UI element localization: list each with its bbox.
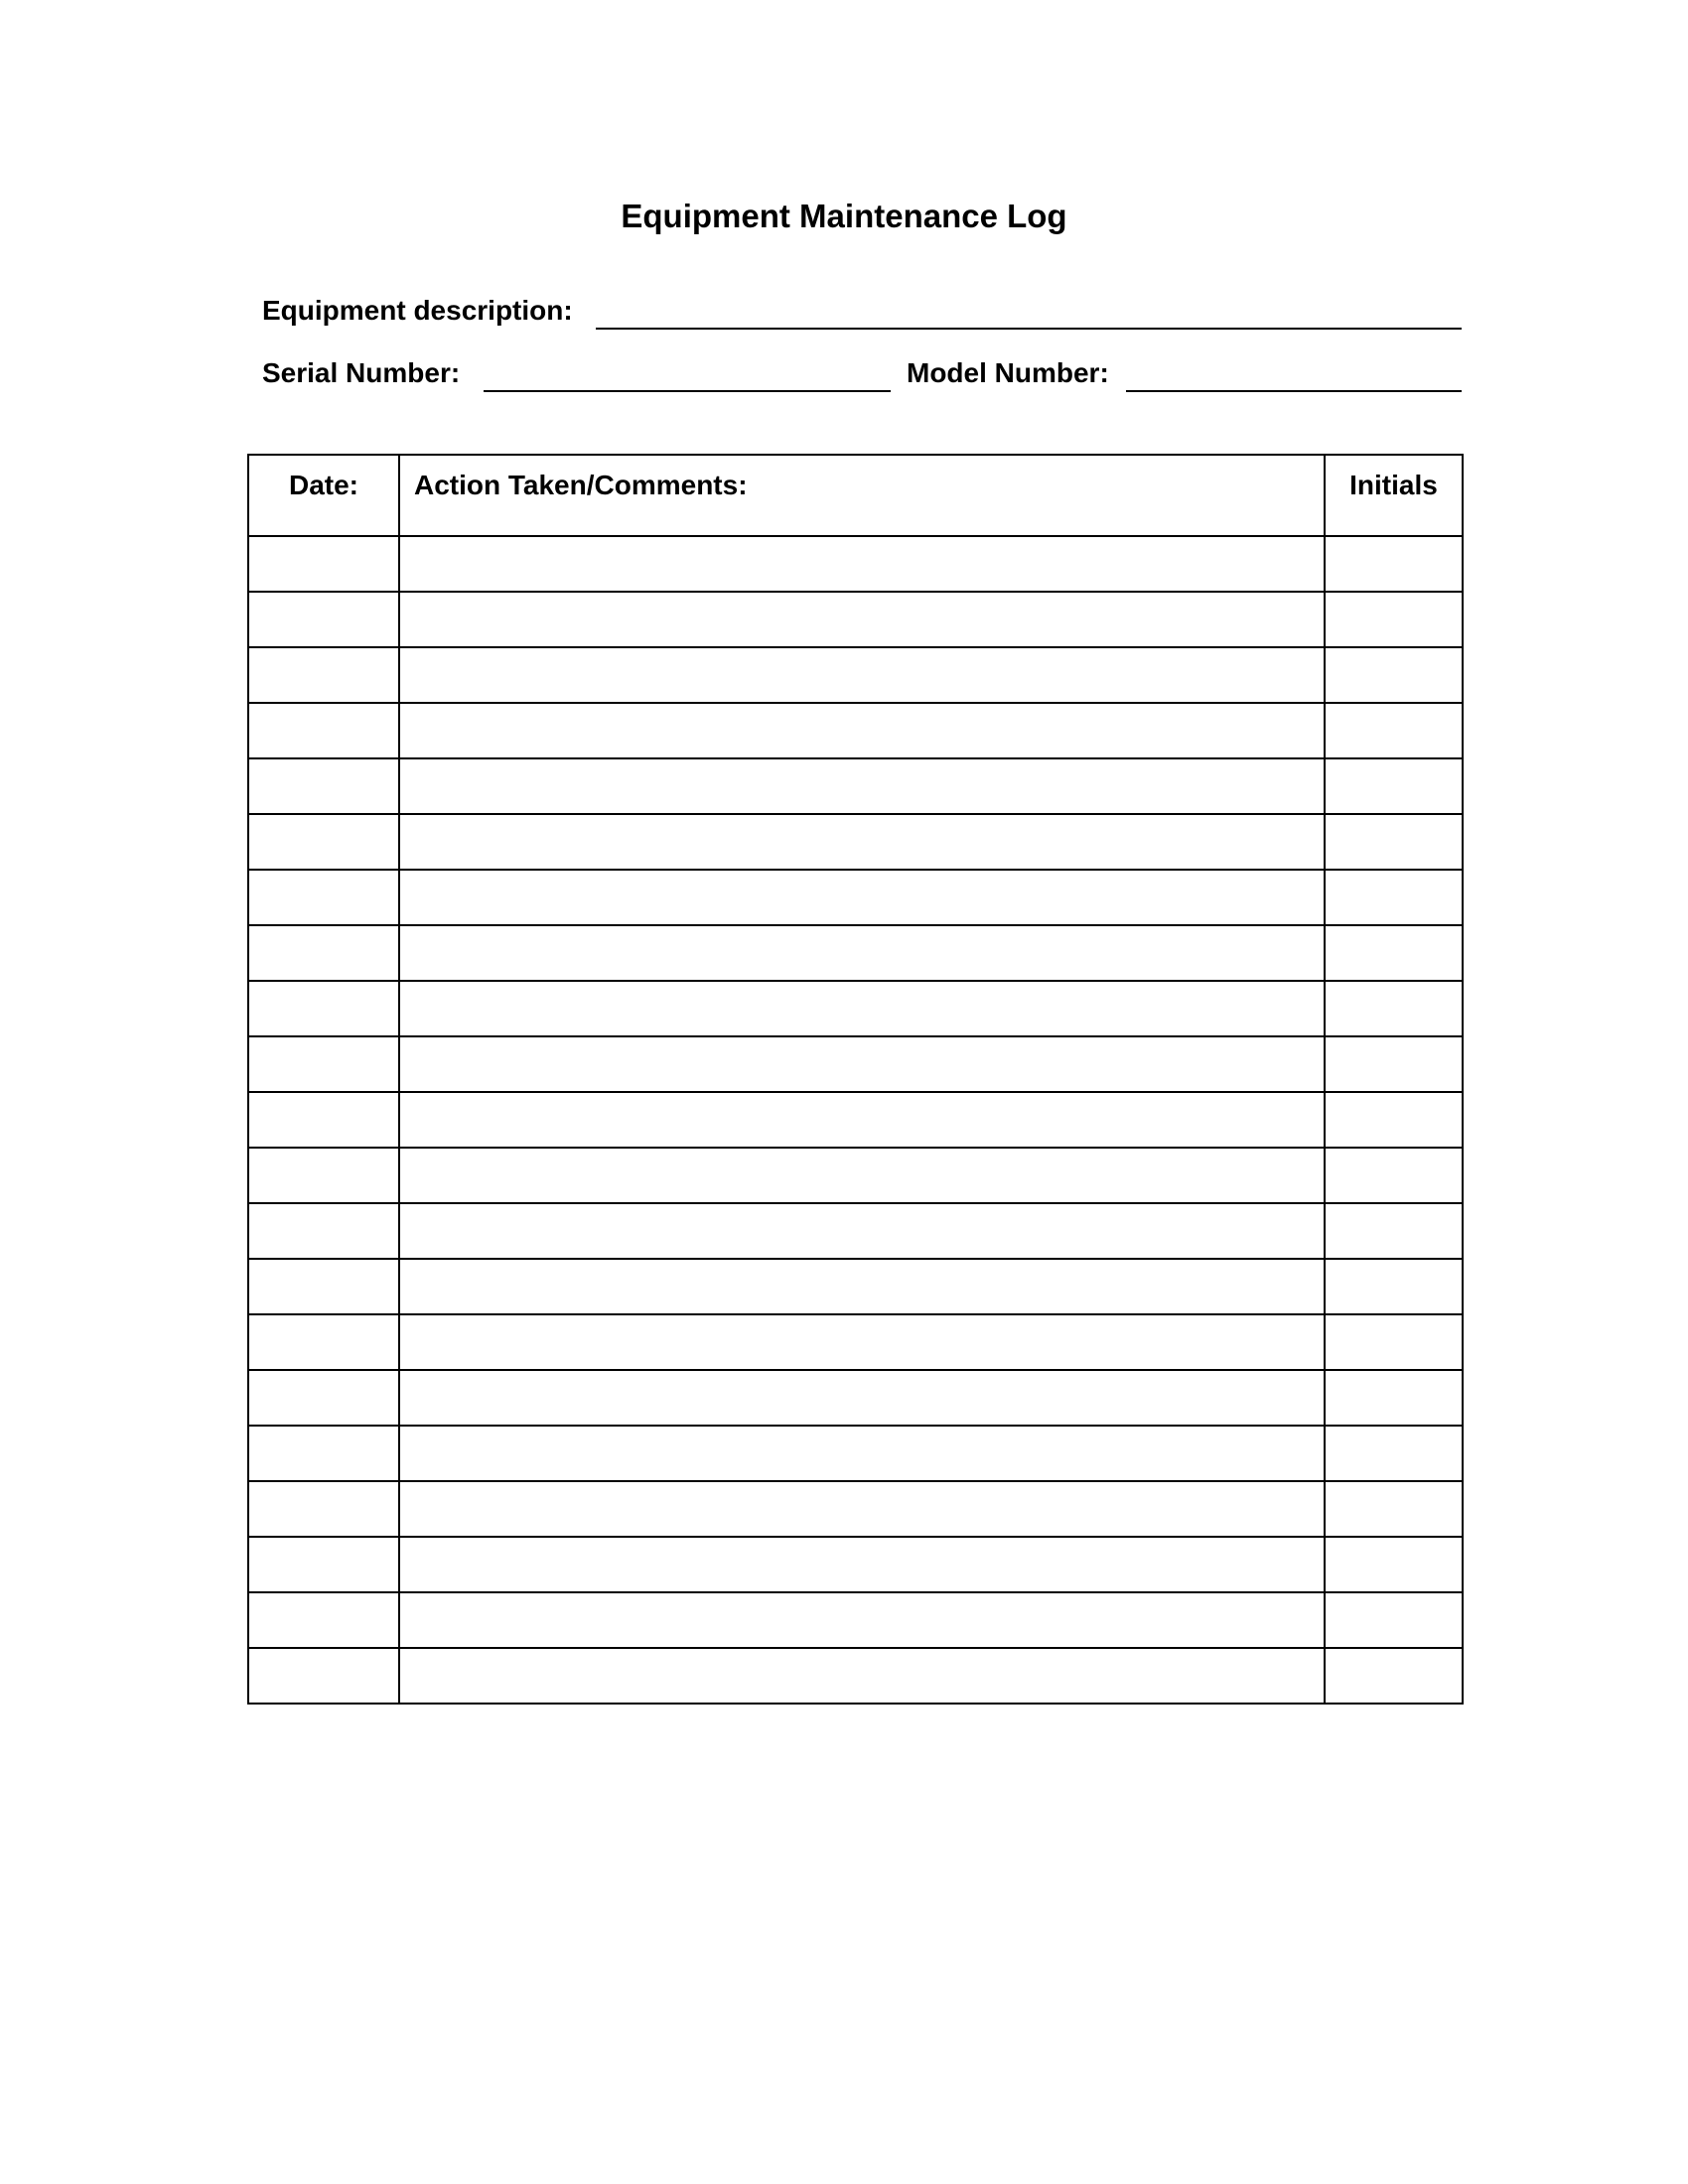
- table-row: [248, 1314, 1463, 1370]
- table-row: [248, 758, 1463, 814]
- action-cell[interactable]: [399, 1036, 1325, 1092]
- date-cell[interactable]: [248, 925, 399, 981]
- action-cell[interactable]: [399, 536, 1325, 592]
- date-cell[interactable]: [248, 1259, 399, 1314]
- action-cell[interactable]: [399, 758, 1325, 814]
- column-header-action-taken: Action Taken/Comments:: [399, 455, 1325, 536]
- date-cell[interactable]: [248, 870, 399, 925]
- date-cell[interactable]: [248, 1648, 399, 1704]
- table-row: [248, 1148, 1463, 1203]
- date-cell[interactable]: [248, 1426, 399, 1481]
- action-cell[interactable]: [399, 1592, 1325, 1648]
- date-cell[interactable]: [248, 1203, 399, 1259]
- model-number-field[interactable]: [1126, 390, 1462, 392]
- page-title: Equipment Maintenance Log: [621, 198, 1067, 234]
- column-header-initials: Initials: [1325, 455, 1463, 536]
- table-row: [248, 1259, 1463, 1314]
- action-cell[interactable]: [399, 1537, 1325, 1592]
- serial-number-field[interactable]: [484, 390, 891, 392]
- column-header-date: Date:: [248, 455, 399, 536]
- date-cell[interactable]: [248, 1092, 399, 1148]
- initials-cell[interactable]: [1325, 647, 1463, 703]
- table-row: [248, 870, 1463, 925]
- action-cell[interactable]: [399, 592, 1325, 647]
- table-row: [248, 536, 1463, 592]
- initials-cell[interactable]: [1325, 1148, 1463, 1203]
- table-row: [248, 703, 1463, 758]
- initials-cell[interactable]: [1325, 870, 1463, 925]
- initials-cell[interactable]: [1325, 814, 1463, 870]
- date-cell[interactable]: [248, 981, 399, 1036]
- table-row: [248, 1426, 1463, 1481]
- action-cell[interactable]: [399, 1092, 1325, 1148]
- action-cell[interactable]: [399, 1259, 1325, 1314]
- equipment-description-label: Equipment description:: [262, 295, 573, 326]
- date-cell[interactable]: [248, 647, 399, 703]
- action-cell[interactable]: [399, 1426, 1325, 1481]
- initials-cell[interactable]: [1325, 1648, 1463, 1704]
- table-row: [248, 925, 1463, 981]
- table-row: [248, 1092, 1463, 1148]
- table-row: [248, 1481, 1463, 1537]
- initials-cell[interactable]: [1325, 536, 1463, 592]
- table-row: [248, 1537, 1463, 1592]
- date-cell[interactable]: [248, 1481, 399, 1537]
- table-row: [248, 1203, 1463, 1259]
- initials-cell[interactable]: [1325, 1092, 1463, 1148]
- table-row: [248, 1648, 1463, 1704]
- initials-cell[interactable]: [1325, 1370, 1463, 1426]
- action-cell[interactable]: [399, 1481, 1325, 1537]
- serial-number-label: Serial Number:: [262, 357, 461, 388]
- action-cell[interactable]: [399, 870, 1325, 925]
- date-cell[interactable]: [248, 1148, 399, 1203]
- action-cell[interactable]: [399, 814, 1325, 870]
- table-row: [248, 1036, 1463, 1092]
- table-row: [248, 981, 1463, 1036]
- action-cell[interactable]: [399, 925, 1325, 981]
- model-number-label: Model Number:: [907, 357, 1109, 388]
- action-cell[interactable]: [399, 981, 1325, 1036]
- action-cell[interactable]: [399, 1648, 1325, 1704]
- table-row: [248, 1592, 1463, 1648]
- date-cell[interactable]: [248, 758, 399, 814]
- initials-cell[interactable]: [1325, 925, 1463, 981]
- initials-cell[interactable]: [1325, 1592, 1463, 1648]
- table-row: [248, 592, 1463, 647]
- date-cell[interactable]: [248, 1370, 399, 1426]
- action-cell[interactable]: [399, 1370, 1325, 1426]
- date-cell[interactable]: [248, 814, 399, 870]
- date-cell[interactable]: [248, 703, 399, 758]
- initials-cell[interactable]: [1325, 1426, 1463, 1481]
- action-cell[interactable]: [399, 647, 1325, 703]
- initials-cell[interactable]: [1325, 758, 1463, 814]
- maintenance-log-table: [247, 454, 1464, 1705]
- date-cell[interactable]: [248, 1537, 399, 1592]
- date-cell[interactable]: [248, 592, 399, 647]
- table-body: [248, 536, 1463, 1704]
- table-header-row: [248, 455, 1463, 536]
- date-cell[interactable]: [248, 536, 399, 592]
- initials-cell[interactable]: [1325, 1259, 1463, 1314]
- initials-cell[interactable]: [1325, 1314, 1463, 1370]
- table-row: [248, 647, 1463, 703]
- initials-cell[interactable]: [1325, 981, 1463, 1036]
- action-cell[interactable]: [399, 1203, 1325, 1259]
- action-cell[interactable]: [399, 703, 1325, 758]
- initials-cell[interactable]: [1325, 1036, 1463, 1092]
- initials-cell[interactable]: [1325, 1203, 1463, 1259]
- date-cell[interactable]: [248, 1036, 399, 1092]
- action-cell[interactable]: [399, 1314, 1325, 1370]
- action-cell[interactable]: [399, 1148, 1325, 1203]
- initials-cell[interactable]: [1325, 592, 1463, 647]
- table-row: [248, 814, 1463, 870]
- initials-cell[interactable]: [1325, 703, 1463, 758]
- equipment-description-field[interactable]: [596, 328, 1462, 330]
- date-cell[interactable]: [248, 1314, 399, 1370]
- initials-cell[interactable]: [1325, 1537, 1463, 1592]
- initials-cell[interactable]: [1325, 1481, 1463, 1537]
- date-cell[interactable]: [248, 1592, 399, 1648]
- table-row: [248, 1370, 1463, 1426]
